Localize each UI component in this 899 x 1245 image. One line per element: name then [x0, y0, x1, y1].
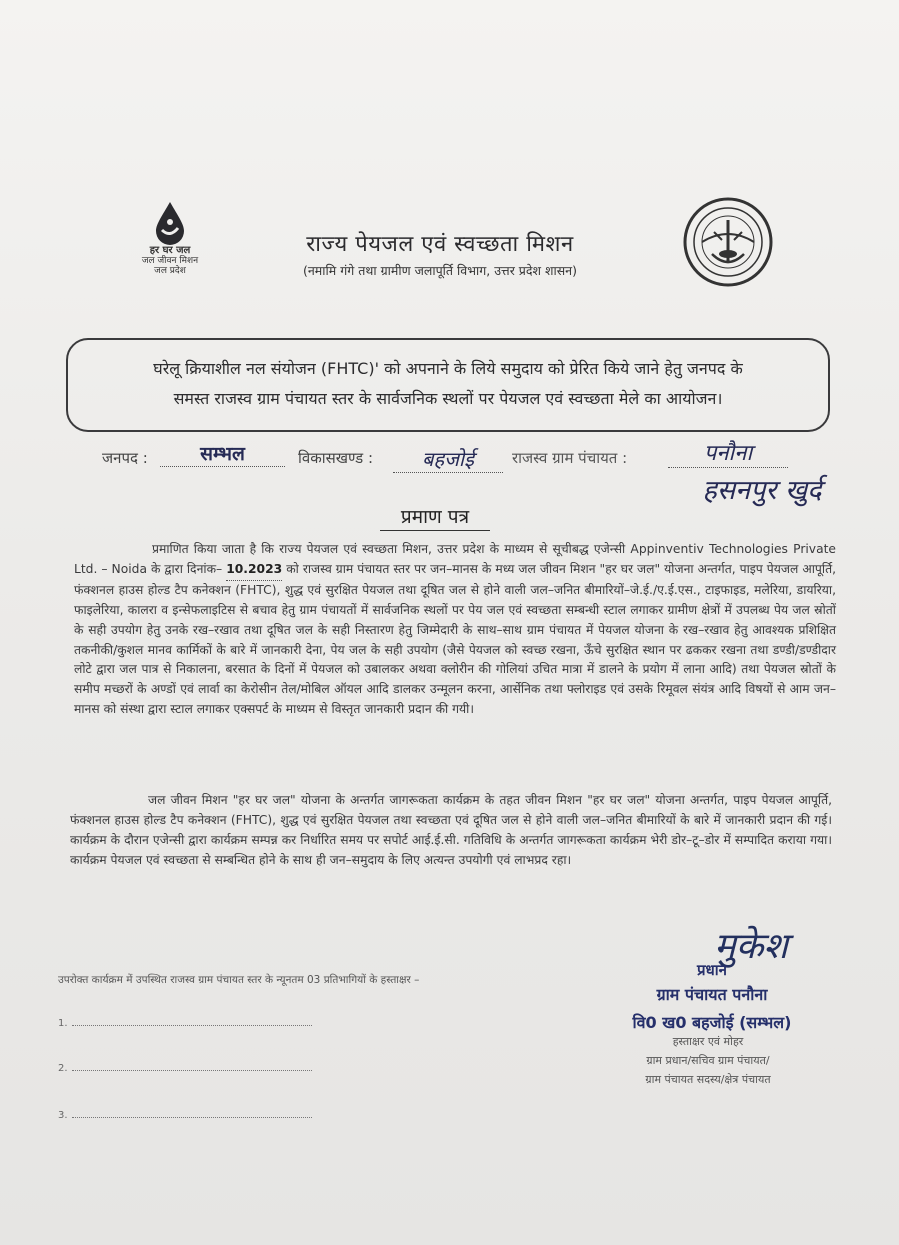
certificate-paragraph-2: जल जीवन मिशन "हर घर जल" योजना के अन्तर्गत जागरूकता कार्यक्रम के तहत जीवन मिशन "हर घर जल" योजना अन्तर्गत, पाइप पेयजल आपूर्ति, फंक्शनल हाउस होल्ड टैप कनेक्शन (FHTC), शुद्ध एवं सुरक्षित पेयजल तथा स्वच्छता एवं दूषित जल से होने वाली जल–जनित बीमारियों के बारे में जानकारी प्रदान की गई। कार्यक्रम के दौरान एजेन्सी द्वारा कार्यक्रम सम्पन्न कर निर्धारित समय पर सपोर्ट आई.ई.सी. गतिविधि के अन्तर्गत जागरूकता कार्यक्रम भेरी डोर–टू–डोर में सम्पादित कराया गया। कार्यक्रम पेयजल एवं स्वच्छता से सम्बन्धित होने के साथ ही जन–समुदाय के लिए अत्यन्त उपयोगी एवं लाभप्रद रहा।: [70, 793, 832, 867]
para1-rest: को राजस्व ग्राम पंचायत स्तर पर जन–मानस के मध्य जल जीवन मिशन "हर घर जल" योजना अन्तर्गत, पाइप पेयजल आपूर्ति, फंक्शनल हाउस होल्ड टैप कनेक्शन (FHTC), शुद्ध एवं सुरक्षित पेयजल तथा दूषित जल से होने वाली जल–जनित बीमारियों–जे.ई./ए.ई.एस., टाइफाइड, मलेरिया, डायरिया, फाइलेरिया, कालरा व इन्सेफलाइटिस से बचाव हेतु ग्राम पंचायतों में सार्वजनिक स्थलों पर पेय जल एवं स्वच्छता सम्बन्धी स्टाल लगाकर ग्रामीण क्षेत्रों में उपलब्ध पेय जल स्रोतों के सही उपयोग हेतु उनके रख–रखाव तथा दूषित जल के सही निस्तारण हेतु जिम्मेदारी के साथ–साथ ग्राम पंचायत में पेयजल योजना के रख–रखाव हेतु आवश्यक प्रशिक्षित तकनीकी/कुशल मानव कार्मिकों के बारे में जानकारी देना, पेय जल के सही उपयोग (जैसे पेयजल को स्वच्छ रखना, ऊँचे सुरक्षित स्थान पर ढककर रखना तथा डण्डी/डण्डीदार लोटे द्वारा जल पात्र से निकालना, बरसात के दिनों में पेयजल को उबालकर अथवा क्लोरीन की गोलियां उचित मात्रा में डालने के प्रयोग में लाना आदि) तथा पेयजल स्रोतों के समीप मच्छरों के अण्डों एवं लार्वा का केरोसीन तेल/मोबिल ऑयल आदि डालकर उन्मूलन करना, आर्सेनिक तथा फ्लोराइड एवं उसके रिमूवल संयंत्र आदि विषयों से आम जन–मानस को संस्था द्वारा स्टाल लगाकर एक्सपर्ट के माध्यम से विस्तृत जानकारी प्रदान की गयी।: [74, 561, 836, 717]
event-banner: [66, 338, 830, 432]
district-label: जनपद :: [102, 449, 148, 467]
stamp-line-1: प्रधान: [697, 961, 727, 979]
signatory-caption: [598, 1032, 818, 1089]
line-number: 1.: [58, 1018, 68, 1029]
har-ghar-jal-logo: [130, 200, 210, 276]
village-name-handwritten: हसनपुर खुर्द: [702, 475, 822, 506]
block-field[interactable]: बहजोई: [393, 445, 503, 473]
pradhan-signature: मुकेश: [714, 926, 788, 967]
logo-line-1: हर घर जल: [149, 245, 191, 256]
caption-line-1: हस्ताक्षर एवं मोहर: [672, 1035, 744, 1048]
up-state-emblem-icon: [682, 196, 774, 288]
para1-start: प्रमाणित किया जाता है कि राज्य पेयजल एवं स्वच्छता मिशन, उत्तर प्रदेश के माध्यम से सूचीबद्ध एजेन्सी Appinventiv Technologies Private Ltd. – Noida के द्वारा दिनांक–: [74, 542, 836, 576]
page-subtitle: (नमामि गंगे तथा ग्रामीण जलापूर्ति विभाग, उत्तर प्रदेश शासन): [302, 263, 577, 278]
district-field[interactable]: सम्भल: [160, 440, 285, 467]
stamp-line-2: ग्राम पंचायत पनौना: [656, 985, 768, 1004]
water-drop-icon: [150, 200, 190, 246]
attendee-signature-line-3[interactable]: [58, 1110, 312, 1121]
attendee-signature-line-2[interactable]: [58, 1063, 312, 1074]
banner-line-2: समस्त राजस्व ग्राम पंचायत स्तर के सार्वजनिक स्थलों पर पेयजल एवं स्वच्छता मेले का आयोजन।: [173, 389, 723, 408]
attendee-signature-note: उपरोक्त कार्यक्रम में उपस्थित राजस्व ग्राम पंचायत स्तर के न्यूनतम 03 प्रतिभागियों के हस्ताक्षर –: [58, 974, 420, 986]
caption-line-2: ग्राम प्रधान/सचिव ग्राम पंचायत/: [646, 1054, 770, 1067]
stamp-line-3: वि0 ख0 बहजोई (सम्भल): [632, 1013, 792, 1032]
banner-line-1: घरेलू क्रियाशील नल संयोजन (FHTC)' को अपनाने के लिये समुदाय को प्रेरित किये जाने हेतु जनपद के: [153, 359, 743, 378]
pradhan-stamp: [592, 960, 832, 1036]
logo-line-2: जल जीवन मिशन: [141, 256, 199, 266]
line-number: 3.: [58, 1110, 68, 1121]
caption-line-3: ग्राम पंचायत सदस्य/क्षेत्र पंचायत: [645, 1073, 771, 1086]
block-label: विकासखण्ड :: [298, 449, 374, 467]
page-title: राज्य पेयजल एवं स्वच्छता मिशन: [306, 232, 574, 257]
gram-panchayat-field[interactable]: पनौना: [668, 437, 788, 468]
certificate-title: प्रमाण पत्र: [380, 503, 490, 531]
certificate-paragraph-1: [74, 540, 836, 720]
attendee-signature-line-1[interactable]: [58, 1018, 312, 1029]
gram-panchayat-label: राजस्व ग्राम पंचायत :: [512, 449, 628, 467]
event-date-field[interactable]: 10.2023: [226, 560, 282, 581]
logo-line-3: जल प्रदेश: [154, 266, 186, 276]
line-number: 2.: [58, 1063, 68, 1074]
